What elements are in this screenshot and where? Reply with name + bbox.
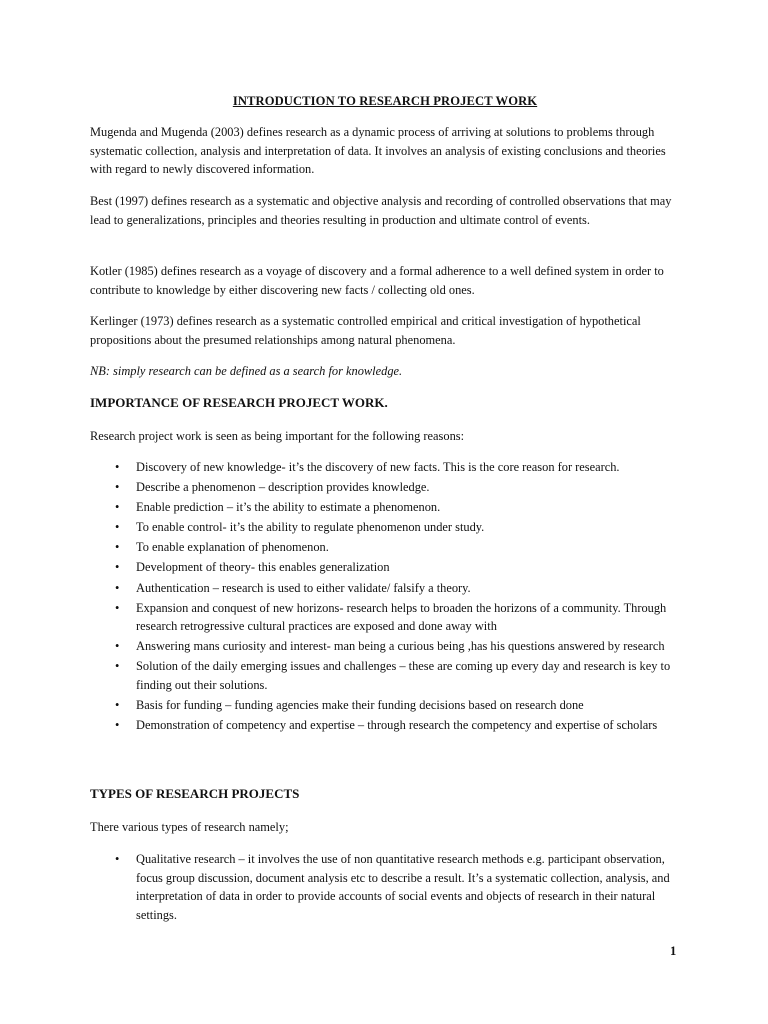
intro-paragraph-mugenda: Mugenda and Mugenda (2003) defines research as a dynamic process of arriving at solutions to problems through systematic collection, analysis and interpretation of data. It involves an analysis of existing conclusions and theories with regard to newly discovered information. (90, 125, 666, 177)
bullet-icon: • (115, 639, 120, 654)
list-item (90, 696, 680, 715)
list-item (90, 498, 680, 517)
bullet-icon: • (115, 460, 120, 474)
list-item-text: Authentication – research is used to either validate/ falsify a theory. (136, 580, 471, 595)
list-item-text: Discovery of new knowledge- it’s the discovery of new facts. This is the core reason for research. (136, 460, 620, 474)
bullet-icon: • (115, 698, 120, 713)
list-item (90, 850, 680, 924)
list-item-text: Expansion and conquest of new horizons- research helps to broaden the horizons of a community. Through research retrogressive cultural practices are exposed and done away with (136, 600, 667, 634)
list-item (90, 637, 680, 656)
intro-paragraph-kerlinger: Kerlinger (1973) defines research as a systematic controlled empirical and critical investigation of hypothetical propositions about the presumed relationships among natural phenomena. (90, 314, 641, 347)
list-item (90, 716, 680, 735)
list-item (90, 538, 680, 557)
bullet-icon: • (115, 718, 120, 733)
bullet-icon: • (115, 659, 120, 674)
bullet-icon: • (115, 480, 120, 495)
importance-lead: Research project work is seen as being important for the following reasons: (90, 429, 465, 443)
types-heading: TYPES OF RESEARCH PROJECTS (90, 786, 300, 801)
list-item-text: Answering mans curiosity and interest- man being a curious being ,has his questions answered by research (136, 639, 665, 654)
list-item (90, 518, 680, 537)
document-title: INTRODUCTION TO RESEARCH PROJECT WORK (232, 94, 538, 108)
bullet-icon: • (115, 580, 120, 595)
nb-note: NB: simply research can be defined as a search for knowledge. (90, 364, 403, 378)
list-item-text: Basis for funding – funding agencies make their funding decisions based on research done (136, 698, 584, 713)
importance-list (90, 458, 680, 736)
bullet-icon: • (115, 500, 120, 515)
list-item (90, 599, 680, 636)
page-number: 1 (670, 944, 677, 958)
list-item-text: Solution of the daily emerging issues and challenges – these are coming up every day and research is key to finding out their solutions. (136, 659, 671, 693)
bullet-icon: • (115, 852, 120, 866)
list-item (90, 558, 680, 577)
list-item-text: Development of theory- this enables generalization (136, 560, 390, 575)
list-item (90, 458, 680, 477)
list-item-text: Describe a phenomenon – description provides knowledge. (136, 480, 430, 495)
intro-paragraph-best: Best (1997) defines research as a systematic and objective analysis and recording of controlled observations that may lead to generalizations, principles and theories resulting in production and ultimate control of events. (90, 194, 672, 227)
bullet-icon: • (115, 600, 120, 615)
types-lead: There various types of research namely; (90, 820, 289, 834)
list-item-text: Enable prediction – it’s the ability to estimate a phenomenon. (136, 500, 441, 515)
list-item-text: To enable explanation of phenomenon. (136, 540, 329, 555)
bullet-icon: • (115, 540, 120, 555)
types-list (90, 850, 680, 926)
intro-paragraph-kotler: Kotler (1985) defines research as a voyage of discovery and a formal adherence to a well defined system in order to contribute to knowledge by either discovering new facts / collecting old ones. (90, 264, 664, 297)
bullet-icon: • (115, 520, 120, 535)
document-page (90, 0, 680, 1024)
list-item (90, 657, 680, 694)
list-item-text: To enable control- it’s the ability to regulate phenomenon under study. (136, 520, 485, 535)
list-item-text: Demonstration of competency and expertise – through research the competency and expertise of scholars (136, 718, 658, 733)
importance-heading: IMPORTANCE OF RESEARCH PROJECT WORK. (90, 395, 388, 410)
list-item-text: Qualitative research – it involves the use of non quantitative research methods e.g. participant observation, focus group discussion, document analysis etc to describe a result. It’s a systematic collection, analysis, and interpretation of data in order to provide accounts of social events and objects of research in their natural settings. (136, 852, 670, 922)
list-item (90, 579, 680, 598)
list-item (90, 478, 680, 497)
bullet-icon: • (115, 560, 120, 575)
